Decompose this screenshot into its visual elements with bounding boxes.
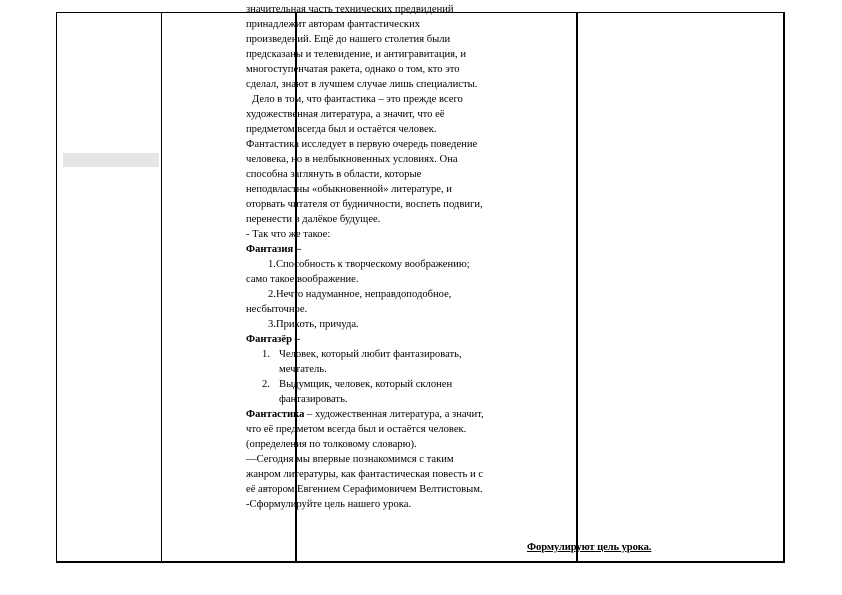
list-text: Человек, который любит фантазировать, <box>279 349 462 360</box>
text-line: предсказаны и телевидение, и антигравитация, и <box>246 49 467 60</box>
teacher-activity-cell <box>246 2 518 512</box>
definition-line: само такое воображение. <box>246 274 359 285</box>
definition-line: 2.Нечто надуманное, неправдоподобное, <box>268 289 452 300</box>
text-line: её автором Евгением Серафимовичем Велтистовым. <box>246 484 483 495</box>
term-fantazer: Фантазёр – <box>246 334 300 345</box>
text-line: Дело в том, что фантастика – это прежде всего <box>252 94 463 105</box>
list-text: Выдумщик, человек, который склонен <box>279 379 453 390</box>
text-line: принадлежит авторам фантастических <box>246 19 421 30</box>
text-line: сделал, знают в лучшем случае лишь специалисты. <box>246 79 478 90</box>
definition-line: 1.Способность к творческому воображению; <box>268 259 470 270</box>
text-line: неподвластны «обыкновенной» литературе, и <box>246 184 452 195</box>
definition-text: – художественная литература, а значит, <box>304 409 484 420</box>
list-number: 2. <box>262 379 270 390</box>
term-fantastika: Фантастика <box>246 409 305 420</box>
text-line: -Сформулируйте цель нашего урока. <box>246 499 412 510</box>
definition-line: несбыточное. <box>246 304 308 315</box>
list-text: фантазировать. <box>279 394 348 405</box>
text-line: произведений. Ещё до нашего столетия были <box>246 34 451 45</box>
text-line: человека, но в нелбыкновенных условиях. Она <box>246 154 458 165</box>
list-text: мечтатель. <box>279 364 327 375</box>
list-number: 1. <box>262 349 270 360</box>
text-line: Фантастика исследует в первую очередь поведение <box>246 139 478 150</box>
list-item <box>246 347 518 377</box>
definition-line: что её предметом всегда был и остаётся человек. <box>246 424 467 435</box>
question-line: - Так что же такое: <box>246 229 331 240</box>
text-line: художественная литература, а значит, что её <box>246 109 445 120</box>
term-fantasia: Фантазия – <box>246 244 302 255</box>
text-line: жанром литературы, как фантастическая повесть и с <box>246 469 484 480</box>
fantastika-definition <box>246 407 518 422</box>
text-line: значительная часть технических предвидений <box>246 4 454 15</box>
column-divider-3 <box>576 13 578 561</box>
student-activity-text: Формулируют цель урока. <box>527 542 652 553</box>
text-line: перенести в далёкое будущее. <box>246 214 381 225</box>
list-item <box>246 377 518 407</box>
definition-line: (определения по толковому словарю). <box>246 439 417 450</box>
text-line: оторвать читателя от будничности, воспеть подвиги, <box>246 199 483 210</box>
shaded-cell-marker <box>63 153 159 167</box>
column-divider-1 <box>161 13 162 561</box>
definition-line: 3.Прихоть, причуда. <box>268 319 359 330</box>
text-line: предметом всегда был и остаётся человек. <box>246 124 437 135</box>
text-line: многоступенчатая ракета, однако о том, кто это <box>246 64 460 75</box>
text-line: —Сегодня мы впервые познакомимся с таким <box>246 454 454 465</box>
text-line: способна заглянуть в области, которые <box>246 169 422 180</box>
